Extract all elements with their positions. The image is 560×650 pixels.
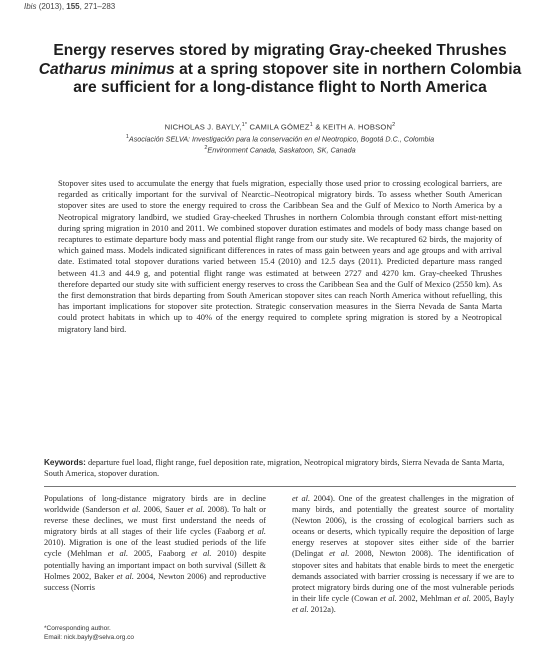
section-divider [44, 486, 516, 487]
author-2: CAMILA GÓMEZ [247, 122, 310, 132]
title-part-1: Energy reserves stored by migrating Gray-cheeked Thrushes [53, 42, 507, 59]
keywords-label: Keywords: [44, 458, 86, 467]
citation-etal: et al. [191, 549, 212, 559]
citation-etal: et al. [116, 571, 134, 581]
title-part-2: at a spring stopover site in northern Colombia are sufficient for a long-distance flight to North America [73, 60, 522, 97]
keywords-text: departure fuel load, flight range, fuel deposition rate, migration, Neotropical migratory birds, Sierra Nevada de Santa Marta, South America, stopover duration. [44, 458, 505, 479]
footnote [44, 624, 244, 642]
journal-pages: , 271–283 [79, 2, 116, 11]
footnote-email: Email: nick.bayly@selva.org.co [44, 634, 135, 641]
citation-etal: et al. [122, 505, 141, 515]
affiliation-1-sup: 1 [125, 134, 129, 140]
author-3: & KEITH A. HOBSON [313, 122, 393, 132]
author-1-sup: 1* [241, 122, 248, 128]
journal-header [24, 2, 115, 11]
affiliation-2-text: Environment Canada, Saskatoon, SK, Canada [207, 145, 356, 155]
citation-etal: et al. [329, 549, 350, 559]
body-column-right: et al. 2004). One of the greatest challenges in the migration of many birds, and potentially the greatest source of mortality (Newton 2006), is the crossing of ecological barriers such as oceans or deserts, which typically require the deposition of large energy reserves at stopover sites either side of the barrier (Delingat et al. 2008, Newton 2008). The identification of stopover sites and habitats that enable birds to meet the energetic demands associated with barrier crossing is necessary if we are to protect migratory birds during one of the most vulnerable periods in their life cycle (Cowan et al. 2002, Mehlman et al. 2005, Bayly et al. 2012a). [292, 494, 514, 614]
citation-etal: et al. [292, 604, 309, 614]
affiliation-2-sup: 2 [204, 145, 208, 151]
citation-etal: et al. [107, 549, 129, 559]
body-column-left: Populations of long-distance migratory birds are in decline worldwide (Sanderson et al. 2006, Sauer et al. 2008). To halt or reverse these declines, we must first understand the needs of migratory birds at all stages of their life cycles (Faaborg et al. 2010). Migration is one of the least studied periods of the life cycle (Mehlman et al. 2005, Faaborg et al. 2010) despite potentially having an important impact on both survival (Sillett & Holmes 2002, Baker et al. 2004, Newton 2006) and reproductive success (Norris [44, 494, 267, 592]
affiliation-1-text: Asociación SELVA: Investigación para la conservación en el Neotropico, Bogotá D.C., Colombia [128, 134, 435, 144]
author-2-sup: 1 [309, 122, 314, 128]
title-species: Catharus minimus [38, 60, 175, 78]
journal-year: (2013), [38, 2, 65, 11]
author-3-sup: 2 [392, 122, 396, 128]
article-title [30, 42, 530, 98]
citation-etal: et al. [187, 505, 205, 515]
citation-etal: et al. [379, 593, 397, 603]
journal-volume: 155 [66, 2, 80, 11]
affiliation-1 [30, 134, 530, 143]
citation-etal: et al. [292, 494, 311, 503]
author-list [30, 122, 530, 132]
author-1: NICHOLAS J. BAYLY, [164, 122, 242, 132]
citation-etal: et al. [247, 527, 267, 537]
journal-name: Ibis [24, 2, 37, 11]
abstract: Stopover sites used to accumulate the energy that fuels migration, especially those used prior to crossing ecological barriers, are regarded as critically important for the survival of Nearctic–Neotropical migratory birds. To assess whether South American stopover sites are used to store the energy required to cross the Caribbean Sea and the Gulf of Mexico to North America by a Neotropical migratory landbird, we studied Gray-cheeked Thrushes in northern Colombia through constant effort mist-netting during spring migration in 2010 and 2011. We combined stopover duration estimates and models of body mass change based on recaptures to estimate departure body mass and potential flight range from our study site. We recaptured 62 birds, the majority of which gained mass. Models indicated significant differences in rates of mass gain between years and age groups and with arrival date. Estimated total stopover durations varied between 15.4 (2010) and 12.5 days (2011). Predicted departure mass ranged between 41.3 and 44.9 g, and potential flight range was estimated at between 2727 and 4270 km. Gray-cheeked Thrushes therefore departed our study site with sufficient energy reserves to cross the Caribbean Sea and the Gulf of Mexico (2550 km). As the first demonstration that birds departing from South American stopover sites can reach North America without refuelling, this has important implications for stopover site protection. Strategic conservation measures in the Sierra Nevada de Santa Marta could protect habitats in which up to 40% of the energy required to complete spring migration is stored by a Neotropical migratory land bird. [58, 178, 502, 334]
citation-etal: et al. [454, 593, 471, 603]
affiliation-2 [30, 145, 530, 154]
footnote-corresponding: *Corresponding author. [44, 625, 111, 632]
keywords [44, 457, 516, 479]
